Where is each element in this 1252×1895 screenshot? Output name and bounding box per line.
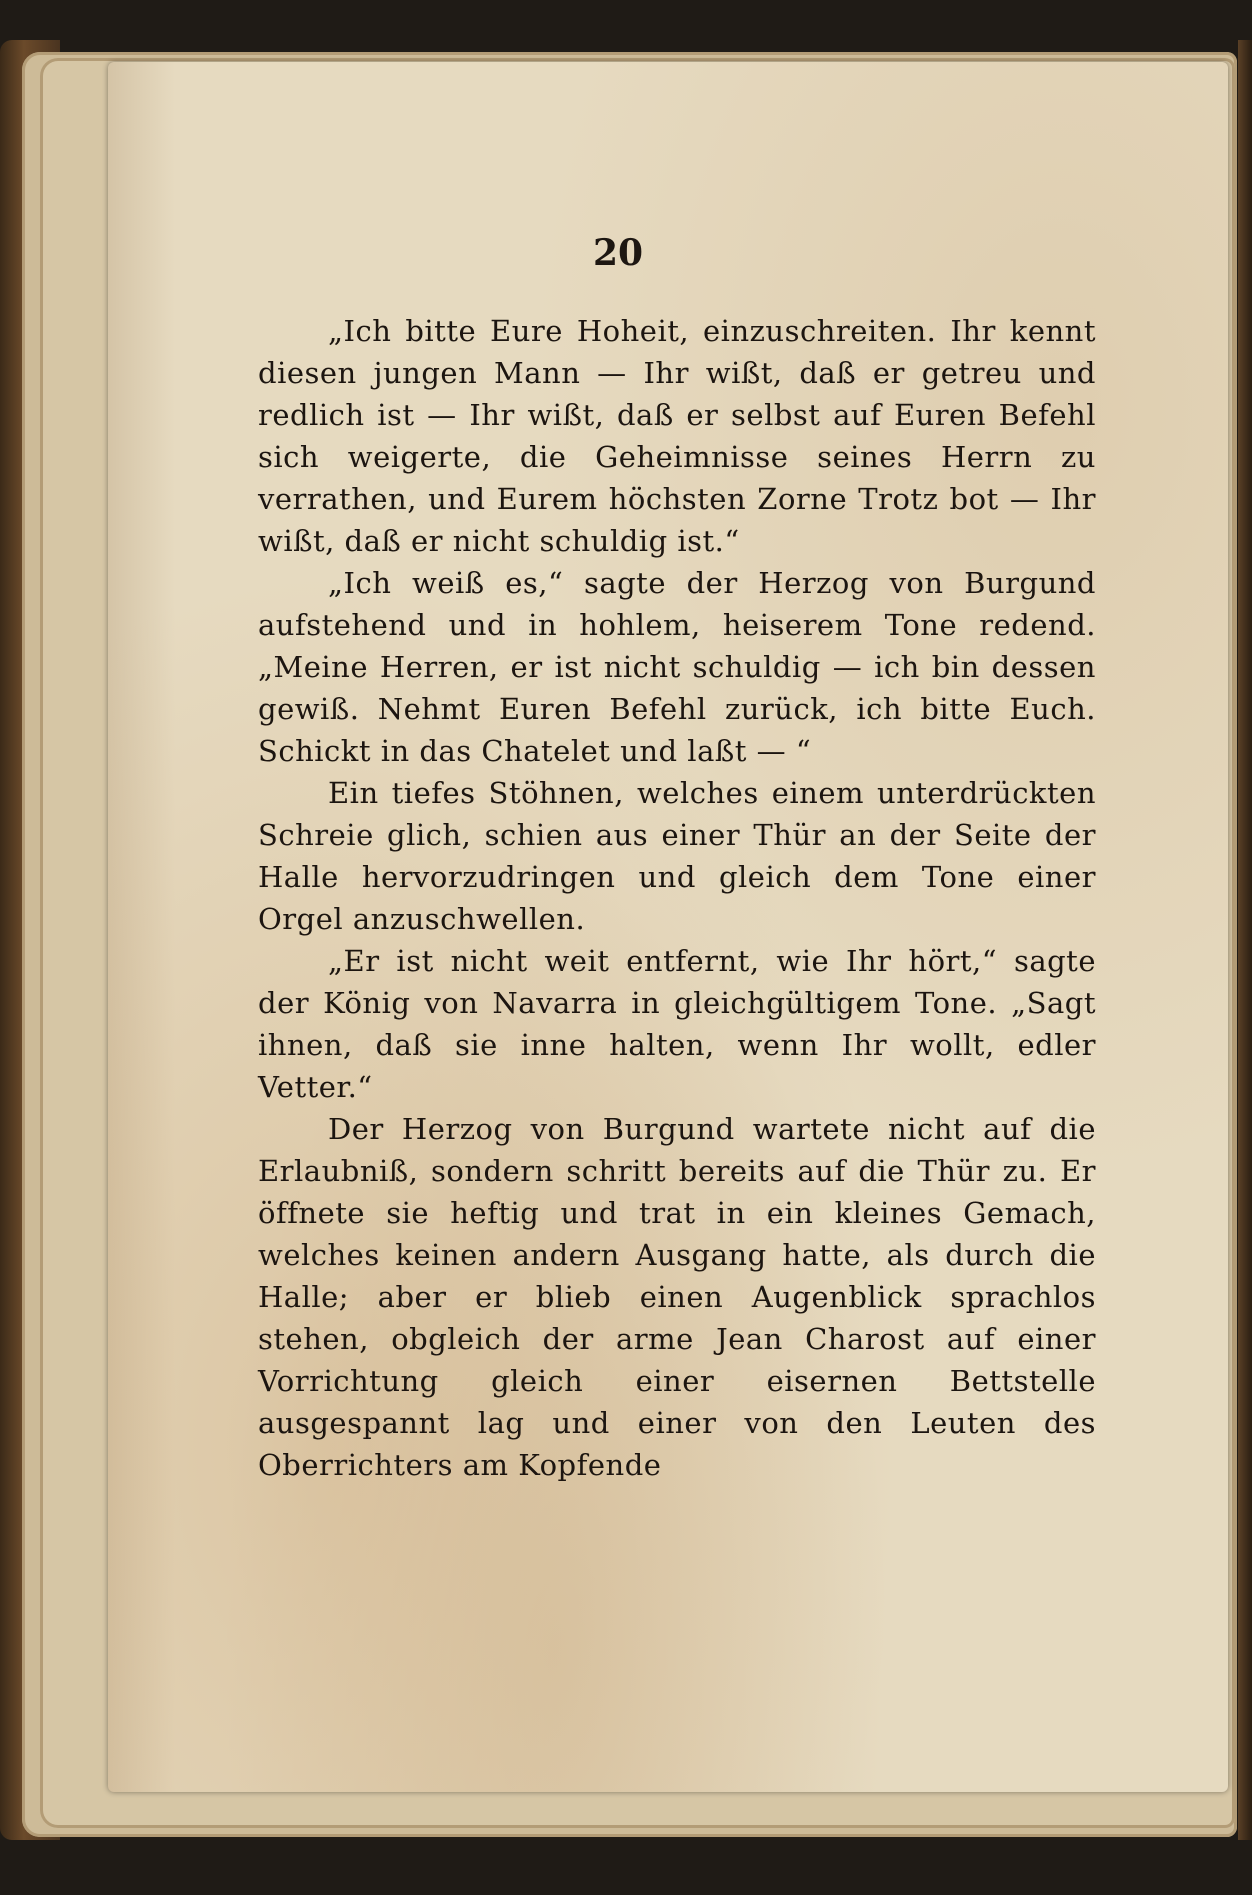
paragraph: „Er ist nicht weit entfernt, wie Ihr hört,“ sagte der König von Navarra in gleichgültigem Tone. „Sagt ihnen, daß sie inne halten, wenn Ihr wollt, edler Vetter.“ (258, 944, 1096, 1104)
paragraph: Der Herzog von Burgund wartete nicht auf die Erlaubniß, sondern schritt bereits auf die Thür zu. Er öffnete sie heftig und trat in ein kleines Gemach, welches keinen andern Ausgang hatte, als durch die Halle; aber er blieb einen Augenblick sprachlos stehen, obgleich der arme Jean Charost auf einer Vorrichtung gleich einer eisernen Bettstelle ausgespannt lag und einer von den Leuten des Oberrichters am Kopfende (258, 1112, 1096, 1482)
book-page (108, 62, 1228, 1792)
paragraph: „Ich bitte Eure Hoheit, einzuschreiten. Ihr kennt diesen jungen Mann — Ihr wißt, daß er getreu und redlich ist — Ihr wißt, daß er selbst auf Euren Befehl sich weigerte, die Geheimnisse seines Herrn zu verrathen, und Eurem höchsten Zorne Trotz bot — Ihr wißt, daß er nicht schuldig ist.“ (258, 314, 1096, 558)
page-number: 20 (592, 232, 644, 274)
paragraph: „Ich weiß es,“ sagte der Herzog von Burgund aufstehend und in hohlem, heiserem Tone redend. „Meine Herren, er ist nicht schuldig — ich bin dessen gewiß. Nehmt Euren Befehl zurück, ich bitte Euch. Schickt in das Chatelet und laßt — “ (258, 566, 1096, 768)
paragraph: Ein tiefes Stöhnen, welches einem unterdrückten Schreie glich, schien aus einer Thür an der Seite der Halle hervorzudringen und gleich dem Tone einer Orgel anzuschwellen. (258, 776, 1096, 936)
page-body-text (258, 310, 1096, 1486)
binding-edge (1238, 40, 1252, 1840)
